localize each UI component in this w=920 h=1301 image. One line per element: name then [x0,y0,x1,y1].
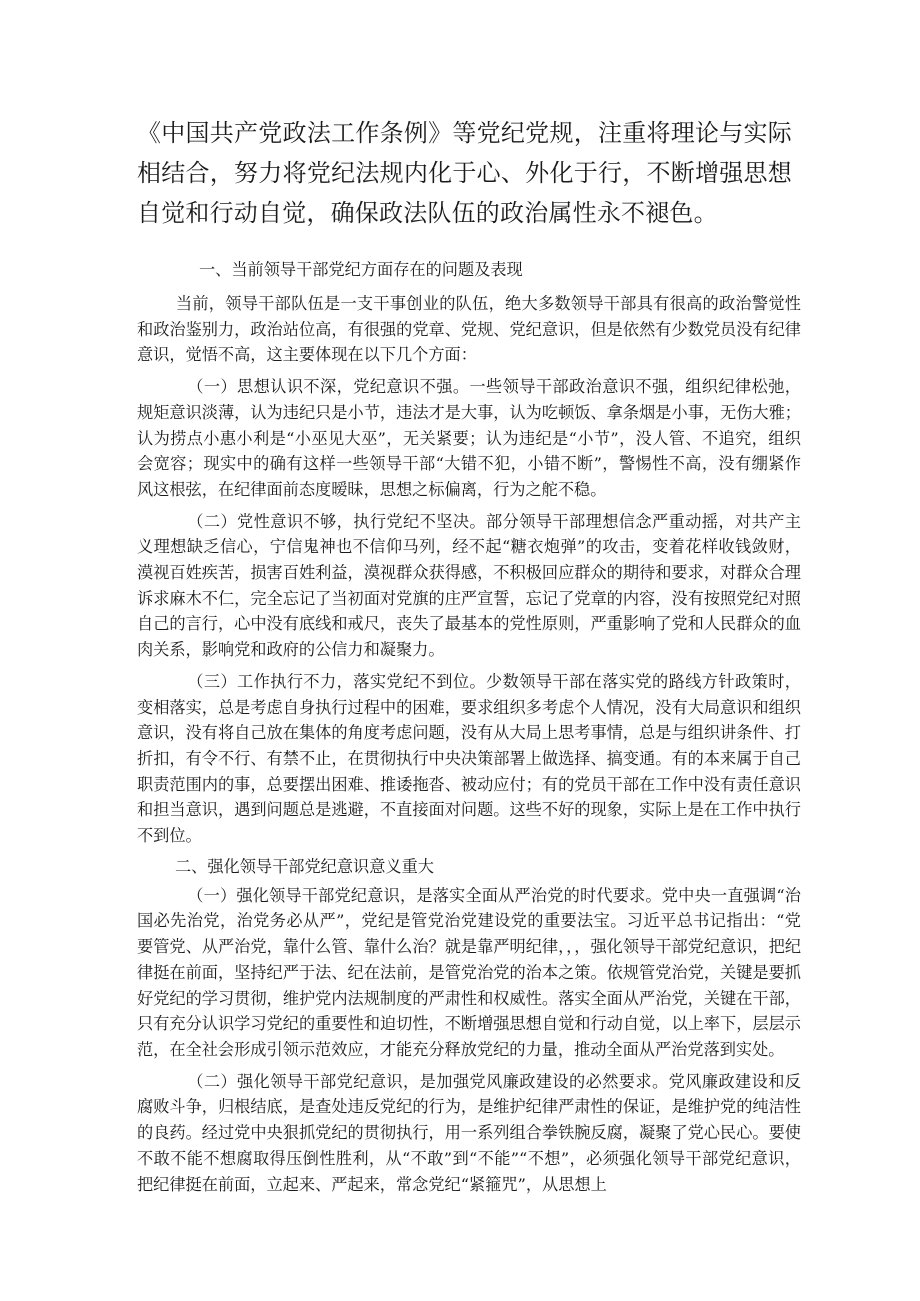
document-body [137,258,801,1203]
body-paragraph: （一）强化领导干部党纪意识，是落实全面从严治党的时代要求。党中央一直强调“治国必先治党，治党务必从严”，党纪是管党治党建设党的重要法宝。习近平总书记指出：“党要管党、从严治党，靠什么管、靠什么治？就是靠严明纪律，，，强化领导干部党纪意识，把纪律挺在前面，坚持纪严于法、纪在法前，是管党治党的治本之策。依规管党治党，关键是要抓好党纪的学习贯彻，维护党内法规制度的严肃性和权威性。落实全面从严治党，关键在干部，只有充分认识学习党纪的重要性和迫切性，不断增强思想自觉和行动自觉，以上率下，层层示范，在全社会形成引领示范效应，才能充分释放党纪的力量，推动全面从严治党落到实处。 [137,885,801,1059]
body-paragraph: （二）强化领导干部党纪意识，是加强党风廉政建设的必然要求。党风廉政建设和反腐败斗争，归根结底，是查处违反党纪的行为，是维护纪律严肃性的保证，是维护党的纯洁性的良药。经过党中央狠抓党纪的贯彻执行，用一系列组合拳铁腕反腐，凝聚了党心民心。要使不敢不能不想腐取得压倒性胜利，从“不敢”到“不能”“不想”，必须强化领导干部党纪意识，把纪律挺在前面，立起来、严起来，常念党纪“紧箍咒”，从思想上 [137,1071,801,1194]
intro-paragraph: 《中国共产党政法工作条例》等党纪党规，注重将理论与实际相结合，努力将党纪法规内化于心、外化于行，不断增强思想自觉和行动自觉，确保政法队伍的政治属性永不褪色。 [137,119,792,227]
section-heading-2: 二、强化领导干部党纪意识意义重大 [175,856,434,876]
body-paragraph: 当前，领导干部队伍是一支干事创业的队伍，绝大多数领导干部具有很高的政治警觉性和政治鉴别力，政治站位高，有很强的党章、党规、党纪意识，但是依然有少数党员没有纪律意识，觉悟不高，这主要体现在以下几个方面： [137,294,801,365]
body-paragraph: （一）思想认识不深，党纪意识不强。一些领导干部政治意识不强，组织纪律松弛，规矩意识淡薄，认为违纪只是小节，违法才是大事，认为吃顿饭、拿条烟是小事，无伤大雅；认为捞点小惠小利是“小巫见大巫”，无关紧要；认为违纪是“小节”，没人管、不追究，组织会宽容；现实中的确有这样一些领导干部“大错不犯，小错不断”，警惕性不高，没有绷紧作风这根弦，在纪律面前态度暧昧，思想之标偏离，行为之舵不稳。 [137,377,801,499]
section-heading-1: 一、当前领导干部党纪方面存在的问题及表现 [199,260,523,279]
body-paragraph: （三）工作执行不力，落实党纪不到位。少数领导干部在落实党的路线方针政策时，变相落实，总是考虑自身执行过程中的困难，要求组织多考虑个人情况，没有大局意识和组织意识，没有将自己放在集体的角度考虑问题，没有从大局上思考事情，总是与组织讲条件、打折扣，有令不行、有禁不止，在贯彻执行中央决策部署上做选择、搞变通。有的本来属于自己职责范围内的事，总要摆出困难、推诿拖沓、被动应付；有的党员干部在工作中没有责任意识和担当意识，遇到问题总是逃避，不直接面对问题。这些不好的现象，实际上是在工作中执行不到位。 [137,671,801,846]
body-paragraph: （二）党性意识不够，执行党纪不坚决。部分领导干部理想信念严重动摇，对共产主义理想缺乏信心，宁信鬼神也不信仰马列，经不起“糖衣炮弹”的攻击，变着花样收钱敛财，漠视百姓疾苦，损害百姓利益，漠视群众获得感，不积极回应群众的期待和要求，对群众合理诉求麻木不仁，完全忘记了当初面对党旗的庄严宣誓，忘记了党章的内容，没有按照党纪对照自己的言行，心中没有底线和戒尺，丧失了最基本的党性原则，严重影响了党和人民群众的血肉关系，影响党和政府的公信力和凝聚力。 [137,511,801,660]
